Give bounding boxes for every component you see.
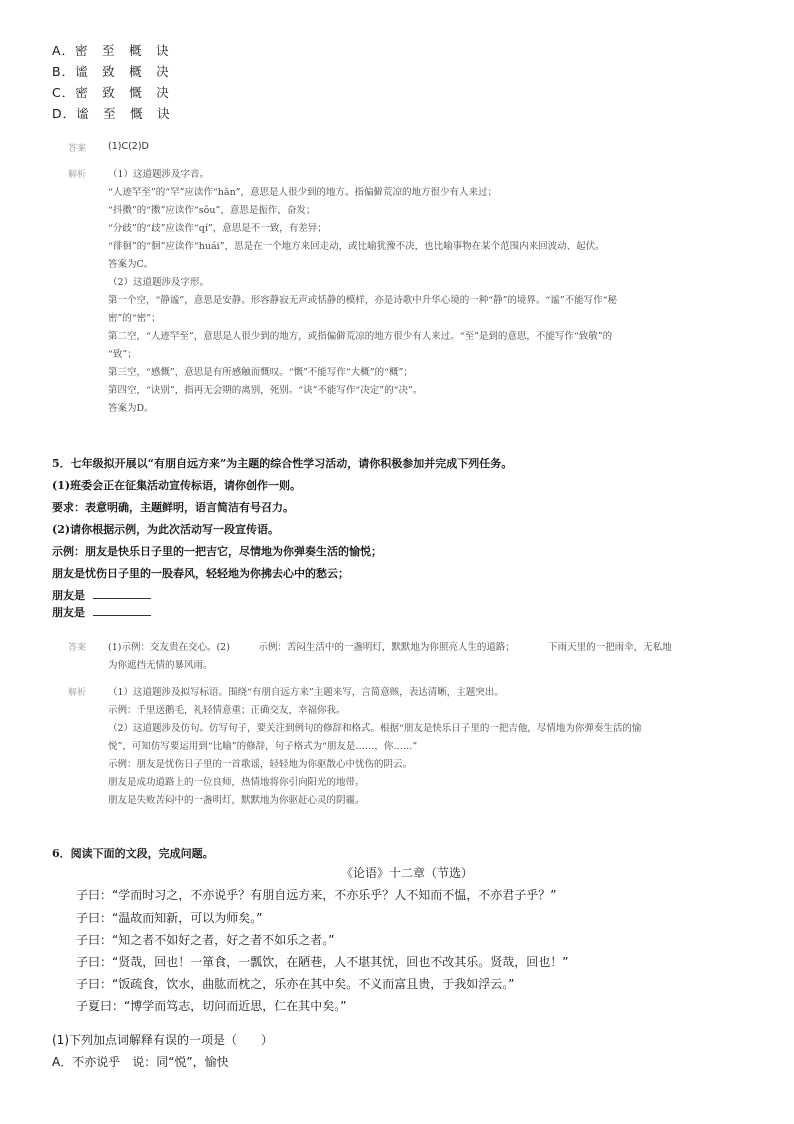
passage-line: 子曰：“知之者不如好之者，好之者不如乐之者。” (76, 933, 335, 947)
question-5-line: 朋友是忧伤日子里的一股春风，轻轻地为你拂去心中的愁云； (52, 567, 349, 580)
analysis-line: “人迹罕至”的“罕”应读作“hǎn”，意思是人很少到的地方。指偏僻荒凉的地方很少有人来过； (108, 187, 498, 198)
option-a: A．密 至 概 诀 (52, 43, 170, 58)
analysis-line: 答案为D。 (108, 403, 154, 414)
answer-text: (1)C(2)D (108, 141, 149, 152)
analysis-line: “分歧”的“歧”应读作“qí”，意思是不一致，有差异； (108, 223, 327, 234)
answer-line: 为你遮挡无情的暴风雨。 (108, 660, 213, 671)
question-5-stem: 5．七年级拟开展以“有朋自远方来”为主题的综合性学习活动，请你积极参加并完成下列任务。 (52, 457, 513, 470)
blank-1-label: 朋友是 (52, 589, 85, 602)
analysis-line: 朋友是成功道路上的一位良师，热情地将你引向阳光的地带。 (108, 777, 365, 788)
option-d: D．谧 至 慨 诀 (52, 106, 171, 121)
analysis-line: 第二空，“人迹罕至”，意思是人很少到的地方，或指偏僻荒凉的地方很少有人来过。“至”是到的意思，不能写作“致敬”的 (108, 331, 613, 342)
question-5-line: 要求：表意明确，主题鲜明，语言简洁有号召力。 (52, 501, 294, 514)
blank-2-line[interactable] (93, 604, 151, 616)
analysis-line: （1）这道题涉及拟写标语。围绕“有朋自远方来”主题来写，言简意赅，表达清晰，主题突出。 (108, 687, 504, 698)
passage-line: 子曰：“饭疏食，饮水，曲肱而枕之，乐亦在其中矣。不义而富且贵，于我如浮云。” (76, 977, 515, 991)
passage-line: 子曰：“温故而知新，可以为师矣。” (76, 911, 263, 925)
passage-line: 子曰：“贤哉，回也！一箪食，一瓢饮，在陋巷，人不堪其忧，回也不改其乐。贤哉，回也！” (76, 955, 569, 969)
analysis-line: 密”的“密”； (108, 313, 161, 324)
sub-question: (1)下列加点词解释有误的一项是（ ） (52, 1033, 273, 1047)
answer-tag: 答案 (68, 144, 87, 154)
analysis-line: （2）这道题涉及字形。 (108, 277, 210, 288)
analysis-line: 第三空，“感慨”，意思是有所感触而慨叹。“慨”不能写作“大概”的“概”； (108, 367, 413, 378)
option-c: C．密 致 慨 决 (52, 85, 170, 100)
question-5-line: (1)班委会正在征集活动宣传标语，请你创作一则。 (52, 479, 302, 492)
blank-1 (52, 587, 151, 603)
analysis-tag: 解析 (68, 170, 87, 180)
passage-line: 子夏曰：“博学而笃志，切问而近思，仁在其中矣。” (76, 999, 347, 1013)
question-6-stem: 6．阅读下面的文段，完成问题。 (52, 847, 214, 860)
analysis-line: 朋友是失败苦闷中的一盏明灯，默默地为你驱赶心灵的阴霾。 (108, 795, 365, 806)
analysis-line: （1）这道题涉及字音。 (108, 169, 210, 180)
passage-line: 子曰：“学而时习之，不亦说乎？有朋自远方来，不亦乐乎？人不知而不愠，不亦君子乎？” (76, 888, 557, 902)
question-5-line: (2)请你根据示例，为此次活动写一段宣传语。 (52, 523, 280, 536)
analysis-line: “抖擞”的“擞”应读作“sǒu”，意思是振作，奋发； (108, 205, 316, 216)
answer-tag: 答案 (68, 643, 87, 653)
analysis-line: 第四空，“诀别”，指再无会期的离别，死别。“诀”不能写作“决定”的“决”。 (108, 385, 423, 396)
analysis-line: 示例：千里送鹅毛，礼轻情意重；正确交友，幸福你我。 (108, 705, 346, 716)
analysis-line: “徘徊”的“徊”应读作“huái”，思是在一个地方来回走动，或比喻犹豫不决，也比喻事物在某个范围内来回波动、起伏。 (108, 241, 605, 252)
question-5-line: 示例：朋友是快乐日子里的一把吉它，尽情地为你弹奏生活的愉悦； (52, 545, 382, 558)
analysis-tag: 解析 (68, 688, 87, 698)
analysis-line: “致”； (108, 349, 137, 360)
analysis-line: 第一个空，“静谧”，意思是安静。形容静寂无声或恬静的模样，亦是诗歌中升华心境的一种“静”的境界。“谧”不能写作“秘 (108, 295, 617, 306)
analysis-line: （2）这道题涉及仿句。仿写句子，要关注到例句的修辞和格式。根据“朋友是快乐日子里的一把吉他，尽情地为你弹奏生活的愉 (108, 723, 642, 734)
blank-1-line[interactable] (93, 587, 151, 599)
answer-line: (1)示例：交友贵在交心。(2) 示例：苦闷生活中的一盏明灯，默默地为你照亮人生的道路； 下雨天里的一把雨伞，无私地 (108, 642, 672, 653)
option-b: B．谧 致 概 决 (52, 64, 170, 79)
analysis-line: 答案为C。 (108, 259, 154, 270)
blank-2 (52, 604, 151, 620)
passage-title: 《论语》十二章（节选） (341, 866, 474, 880)
analysis-line: 示例：朋友是忧伤日子里的一首歌谣，轻轻地为你驱散心中忧伤的阴云。 (108, 759, 413, 770)
sub-option-a: A．不亦说乎 说：同“悦”，愉快 (52, 1055, 229, 1069)
blank-2-label: 朋友是 (52, 606, 85, 619)
analysis-line: 悦”，可知仿写要运用到“比喻”的修辞，句子格式为“朋友是……，你……” (108, 741, 418, 752)
